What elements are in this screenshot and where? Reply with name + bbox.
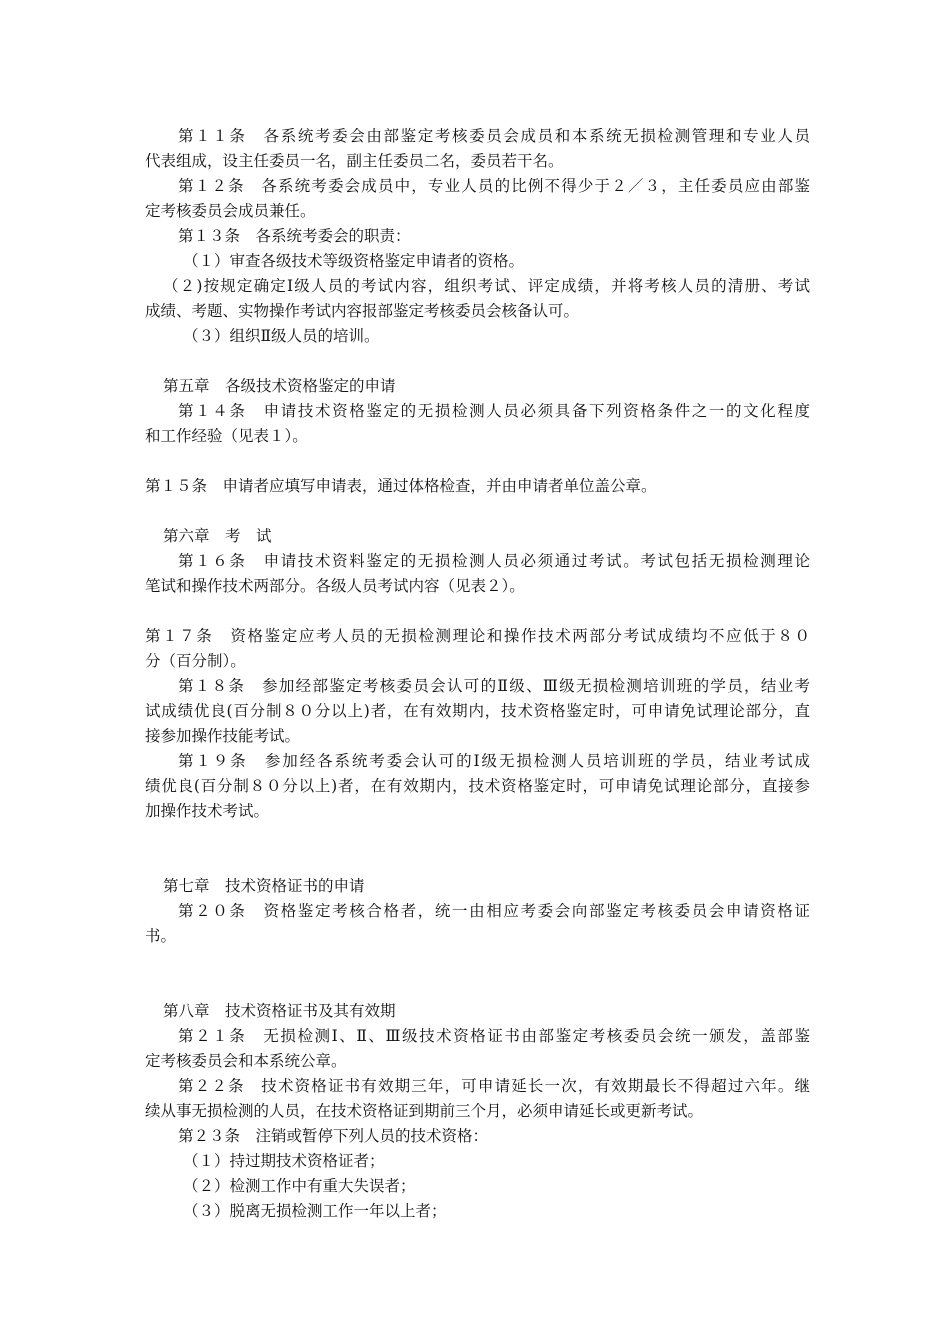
chapter-8-heading: 第八章 技术资格证书及其有效期 — [163, 1002, 396, 1020]
article-18-line-3: 接参加操作技能考试。 — [145, 727, 301, 745]
article-22-line-2: 续从事无损检测的人员，在技术资格证到期前三个月，必须申请延长或更新考试。 — [145, 1102, 704, 1120]
article-13-item-2-line-1: （２)按规定确定Ⅰ级人员的考试内容，组织考试、评定成绩，并将考核人员的清册、考试 — [163, 277, 810, 295]
article-18-line-1: 第１８条 参加经部鉴定考核委员会认可的Ⅱ级、Ⅲ级无损检测培训班的学员，结业考 — [178, 677, 810, 695]
article-22-line-1: 第２２条 技术资格证书有效期三年，可申请延长一次，有效期最长不得超过六年。继 — [178, 1077, 810, 1095]
article-23-item-1: （１）持过期技术资格证者； — [183, 1152, 385, 1170]
article-12-line-1: 第１２条 各系统考委会成员中，专业人员的比例不得少于２／３，主任委员应由部鉴 — [178, 177, 810, 195]
chapter-6-heading: 第六章 考 试 — [163, 527, 272, 545]
article-23-item-3: （３）脱离无损检测工作一年以上者； — [183, 1202, 447, 1220]
article-19-line-1: 第１９条 参加经各系统考委会认可的Ⅰ级无损检测人员培训班的学员，结业考试成 — [178, 752, 810, 770]
article-15: 第１５条 申请者应填写申请表，通过体格检查，并由申请者单位盖公章。 — [145, 477, 657, 495]
article-13-item-2-line-2: 成绩、考题、实物操作考试内容报部鉴定考核委员会核备认可。 — [145, 302, 580, 320]
article-19-line-2: 绩优良(百分制８０分以上)者，在有效期内，技术资格鉴定时，可申请免试理论部分，直接参 — [145, 777, 810, 795]
article-14-line-2: 和工作经验（见表１）。 — [145, 427, 308, 445]
article-18-line-2: 试成绩优良(百分制８０分以上)者，在有效期内，技术资格鉴定时，可申请免试理论部分，直 — [145, 702, 810, 720]
chapter-5-heading: 第五章 各级技术资格鉴定的申请 — [163, 377, 396, 395]
article-21-line-1: 第２１条 无损检测Ⅰ、Ⅱ、Ⅲ级技术资格证书由部鉴定考核委员会统一颁发，盖部鉴 — [178, 1027, 810, 1045]
article-17-line-2: 分（百分制）。 — [145, 652, 246, 670]
article-19-line-3: 加操作技术考试。 — [145, 802, 270, 820]
article-17-line-1: 第１７条 资格鉴定应考人员的无损检测理论和操作技术两部分考试成绩均不应低于８０ — [145, 627, 810, 645]
article-12-line-2: 定考核委员会成员兼任。 — [145, 202, 316, 220]
article-23-item-2: （２）检测工作中有重大失误者； — [183, 1177, 416, 1195]
chapter-7-heading: 第七章 技术资格证书的申请 — [163, 877, 365, 895]
article-11-line-1: 第１１条 各系统考委会由部鉴定考核委员会成员和本系统无损检测管理和专业人员 — [178, 127, 810, 145]
article-20-line-2: 书。 — [145, 927, 177, 945]
article-13-item-3: （３）组织Ⅱ级人员的培训。 — [183, 327, 380, 345]
article-13-item-1: （１）审查各级技术等级资格鉴定申请者的资格。 — [183, 252, 525, 270]
article-14-line-1: 第１４条 申请技术资格鉴定的无损检测人员必须具备下列资格条件之一的文化程度 — [178, 402, 810, 420]
article-11-line-2: 代表组成，设主任委员一名，副主任委员二名，委员若干名。 — [145, 152, 564, 170]
article-21-line-2: 定考核委员会和本系统公章。 — [145, 1052, 347, 1070]
article-13-line-1: 第１３条 各系统考委会的职责： — [178, 227, 411, 245]
article-16-line-1: 第１６条 申请技术资料鉴定的无损检测人员必须通过考试。考试包括无损检测理论 — [178, 552, 810, 570]
article-20-line-1: 第２０条 资格鉴定考核合格者，统一由相应考委会向部鉴定考核委员会申请资格证 — [178, 902, 810, 920]
article-16-line-2: 笔试和操作技术两部分。各级人员考试内容（见表２）。 — [145, 577, 525, 595]
article-23-line-1: 第２３条 注销或暂停下列人员的技术资格： — [178, 1127, 489, 1145]
